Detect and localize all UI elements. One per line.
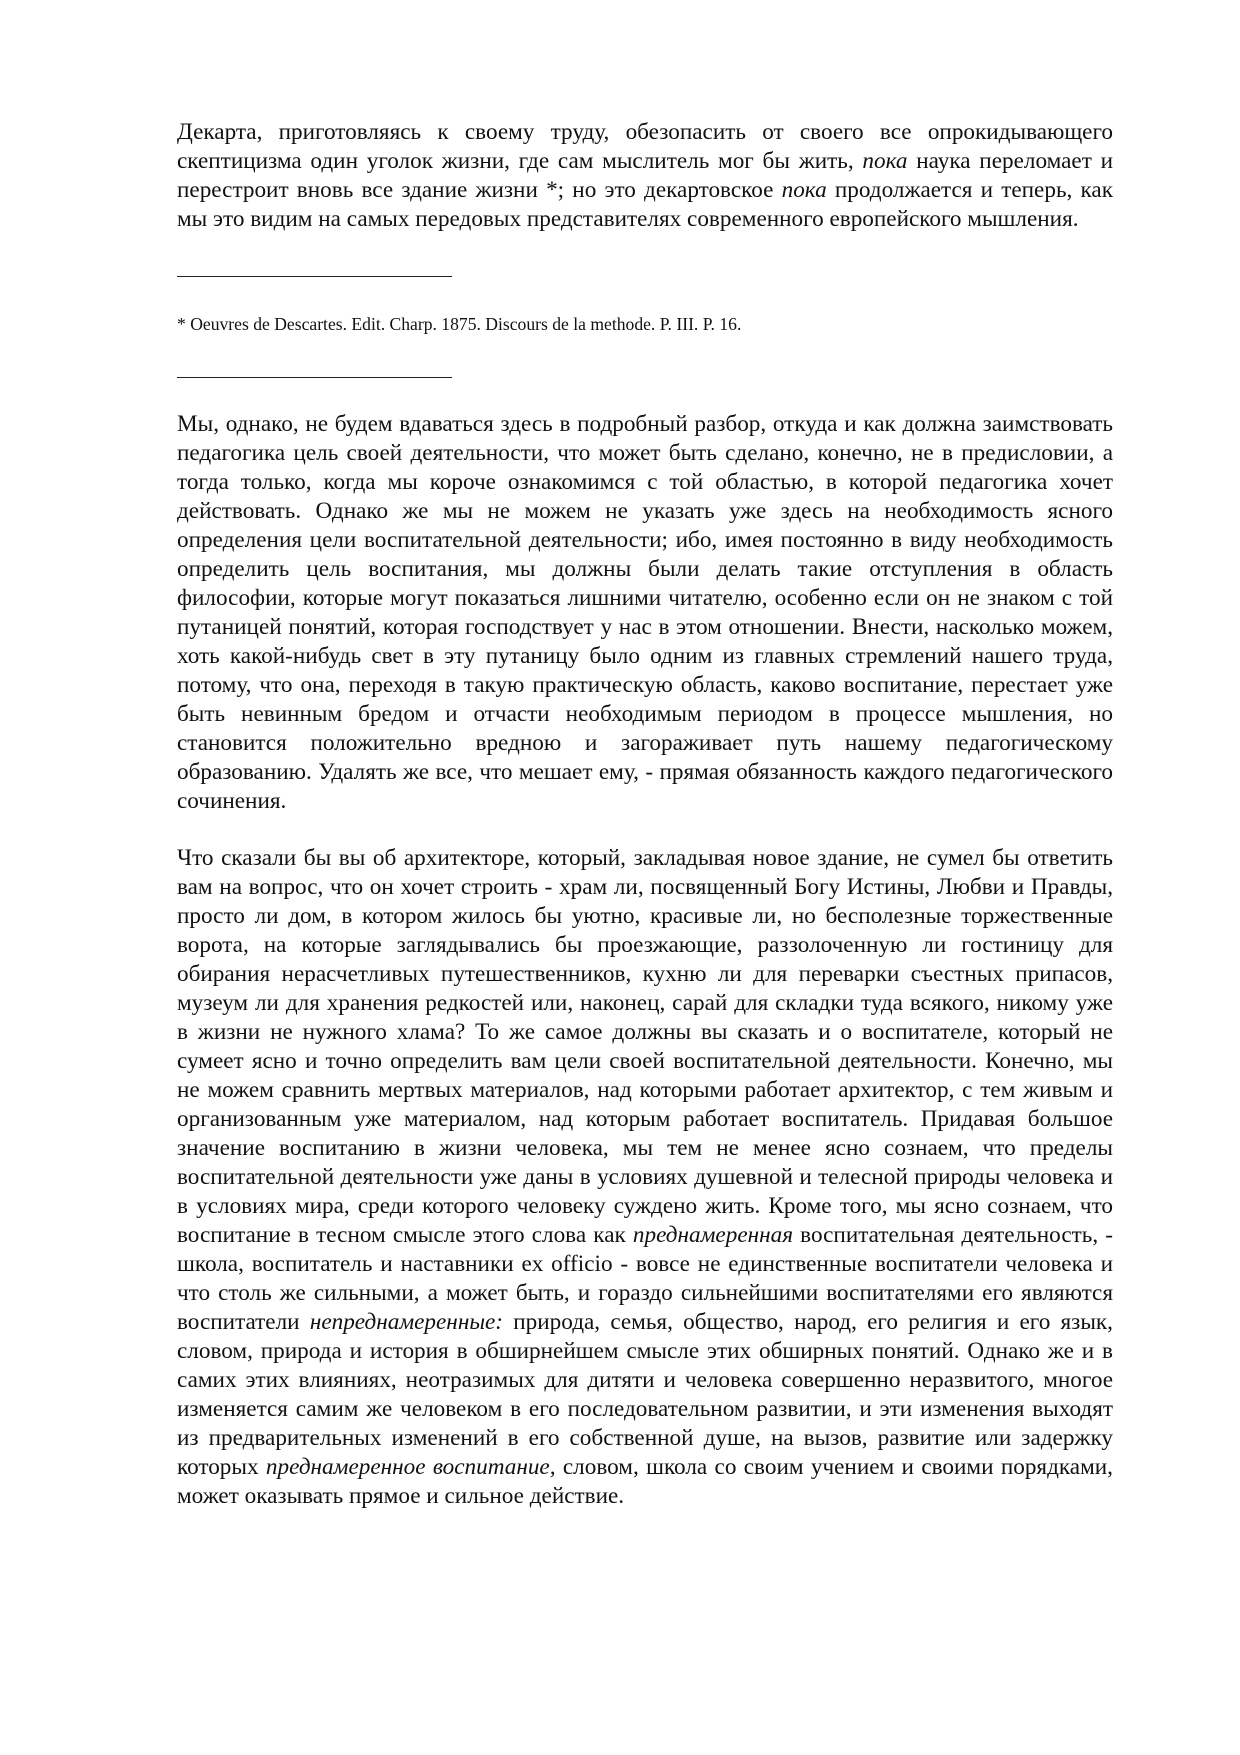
text-run: Декарта, приготовляясь к своему труду, обезопасить от своего все опрокидывающего скептицизма один уголок жизни, где сам мыслитель мог бы жить, (177, 119, 1113, 174)
paragraph-2 (177, 410, 1113, 816)
italic-text-run: пока (862, 148, 908, 174)
footnote: * Oeuvres de Descartes. Edit. Charp. 1875. Discours de la methode. P. III. P. 16. (177, 314, 742, 334)
footnote-separator-bottom (177, 377, 452, 378)
text-run: природа, семья, общество, народ, его религия и его язык, словом, природа и история в обширнейшем смысле этих обширных понятий. Однако же и в самих этих влияниях, неотразимых для дитяти и человека совершенно неразвитого, многое изменяется самим же человеком в его последовательном развитии, и эти изменения выходят из предварительных изменений в его собственной душе, на вызов, развитие или задержку которых (177, 1309, 1113, 1480)
text-run: наука переломает и перестроит вновь все здание жизни *; но это декартовское (177, 148, 1113, 203)
italic-text-run: непреднамеренные: (309, 1309, 504, 1335)
text-run: продолжается и теперь, как мы это видим на самых передовых представителях современного европейского мышления. (177, 177, 1113, 232)
text-run: Что сказали бы вы об архитекторе, который, закладывая новое здание, не сумел бы ответить вам на вопрос, что он хочет строить - храм ли, посвященный Богу Истины, Любви и Правды, просто ли дом, в котором жилось бы уютно, красивые ли, но бесполезные торжественные ворота, на которые заглядывались бы проезжающие, раззолоченную ли гостиницу для обирания нерасчетливых путешественников, кухню ли для переварки съестных припасов, музеум ли для хранения редкостей или, наконец, сарай для складки туда всякого, никому уже в жизни не нужного хлама? То же самое должны вы сказать и о воспитателе, который не сумеет ясно и точно определить вам цели своей воспитательной деятельности. Конечно, мы не можем сравнить мертвых материалов, над которыми работает архитектор, с тем живым и организованным уже материалом, над которым работает воспитатель. Придавая большое значение воспитанию в жизни человека, мы тем не менее ясно сознаем, что пределы воспитательной деятельности уже даны в условиях душевной и телесной природы человека и в условиях мира, среди которого человеку суждено жить. Кроме того, мы ясно сознаем, что воспитание в тесном смысле этого слова как (177, 845, 1113, 1248)
text-run: воспитательная деятельность, - школа, воспитатель и наставники ex officio - вовсе не единственные воспитатели человека и что столь же сильными, а может быть, и гораздо сильнейшими воспитателями его являются воспитатели (177, 1222, 1113, 1335)
italic-text-run: преднамеренная (632, 1222, 793, 1248)
document-page (177, 118, 1113, 1511)
text-run: словом, школа со своим учением и своими порядками, может оказывать прямое и сильное действие. (177, 1454, 1113, 1509)
text-run: Мы, однако, не будем вдаваться здесь в подробный разбор, откуда и как должна заимствовать педагогика цель своей деятельности, что может быть сделано, конечно, не в предисловии, а тогда только, когда мы короче ознакомимся с той областью, в которой педагогика хочет действовать. Однако же мы не можем не указать уже здесь на необходимость ясного определения цели воспитательной деятельности; ибо, имея постоянно в виду необходимость определить цель воспитания, мы должны были делать такие отступления в область философии, которые могут показаться лишними читателю, особенно если он не знаком с той путаницей понятий, которая господствует у нас в этом отношении. Внести, насколько можем, хоть какой-нибудь свет в эту путаницу было одним из главных стремлений нашего труда, потому, что она, переходя в такую практическую область, каково воспитание, перестает уже быть невинным бредом и отчасти необходимым периодом в процессе мышления, но становится положительно вредною и загораживает путь нашему педагогическому образованию. Удалять же все, что мешает ему, - прямая обязанность каждого педагогического сочинения. (177, 411, 1113, 814)
paragraph-3 (177, 844, 1113, 1511)
footnote-separator-top (177, 276, 452, 277)
paragraph-1 (177, 118, 1113, 234)
italic-text-run: преднамеренное воспитание, (265, 1454, 556, 1480)
italic-text-run: пока (781, 177, 827, 203)
